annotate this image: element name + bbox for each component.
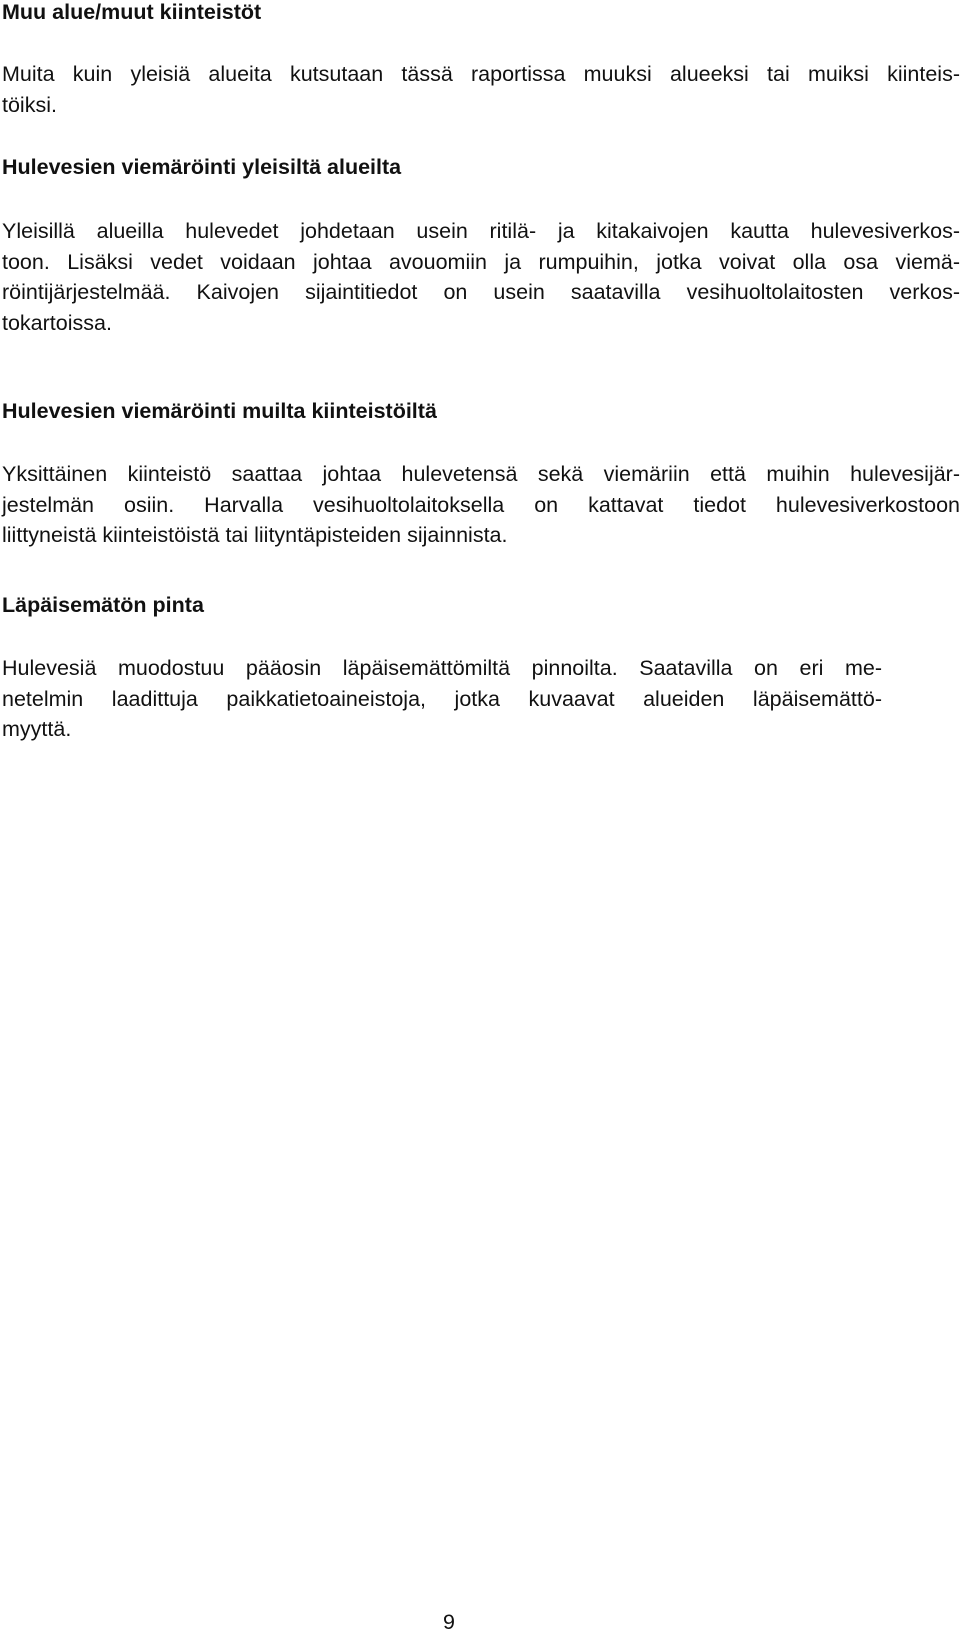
section-heading-muut-kiinteistot: Hulevesien viemäröinti muilta kiinteistöiltä bbox=[2, 399, 437, 423]
paragraph-line: Yleisillä alueilla hulevedet johdetaan usein ritilä- ja kitakaivojen kautta hulevesiverkos- bbox=[2, 219, 960, 243]
paragraph-line: Yksittäinen kiinteistö saattaa johtaa hulevetensä sekä viemäriin että muihin hulevesijär- bbox=[2, 462, 960, 486]
paragraph-line: Hulevesiä muodostuu pääosin läpäisemättömiltä pinnoilta. Saatavilla on eri me- bbox=[2, 656, 882, 680]
paragraph-line: toon. Lisäksi vedet voidaan johtaa avouomiin ja rumpuihin, jotka voivat olla osa viemä- bbox=[2, 249, 960, 274]
paragraph-line: röintijärjestelmää. Kaivojen sijaintitiedot on usein saatavilla vesihuoltolaitosten verkos- bbox=[2, 280, 960, 304]
paragraph-line: töiksi. bbox=[2, 92, 57, 117]
paragraph-line: myyttä. bbox=[2, 717, 72, 741]
paragraph-muu-alue bbox=[2, 59, 960, 120]
paragraph-yleiset-alueet bbox=[2, 216, 960, 338]
paragraph-line: netelmin laadittuja paikkatietoaineistoja, jotka kuvaavat alueiden läpäisemättö- bbox=[2, 686, 882, 711]
page-number: 9 bbox=[443, 1610, 455, 1634]
paragraph-lapaisematon-pinta bbox=[2, 653, 960, 745]
paragraph-muut-kiinteistot bbox=[2, 459, 960, 551]
document-page bbox=[2, 0, 960, 1635]
paragraph-line: liittyneistä kiinteistöistä tai liityntäpisteiden sijainnista. bbox=[2, 523, 508, 547]
section-heading-yleiset-alueet: Hulevesien viemäröinti yleisiltä alueilta bbox=[2, 155, 402, 179]
section-heading-lapaisematon-pinta: Läpäisemätön pinta bbox=[2, 593, 204, 617]
paragraph-line: jestelmän osiin. Harvalla vesihuoltolaitoksella on kattavat tiedot hulevesiverkostoon bbox=[2, 492, 960, 517]
section-heading-muu-alue: Muu alue/muut kiinteistöt bbox=[2, 0, 262, 24]
paragraph-line: Muita kuin yleisiä alueita kutsutaan tässä raportissa muuksi alueeksi tai muiksi kiinteis- bbox=[2, 62, 960, 86]
paragraph-line: tokartoissa. bbox=[2, 310, 112, 335]
